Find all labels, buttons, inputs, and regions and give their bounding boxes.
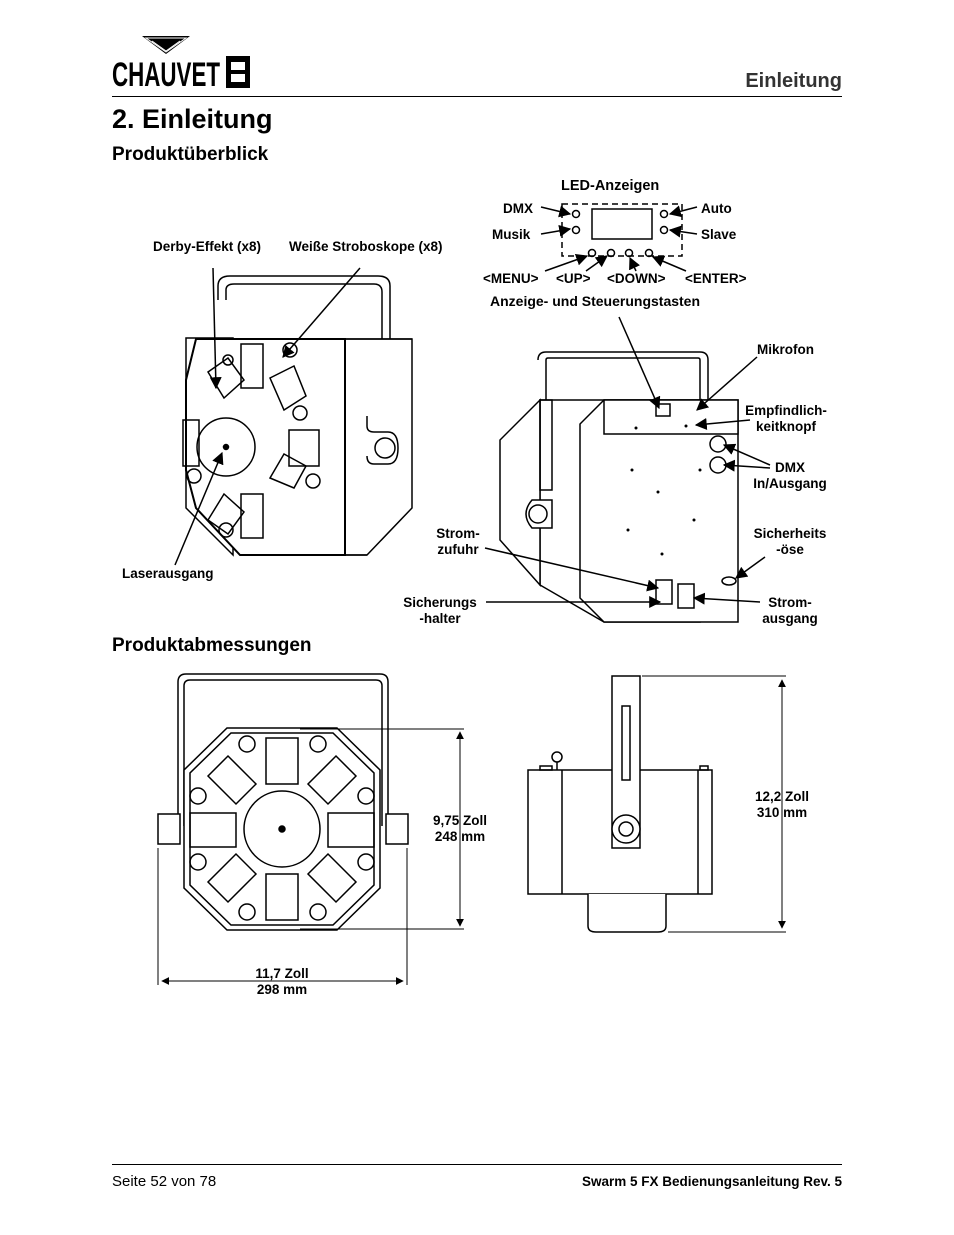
- label-power-input: [420, 526, 496, 558]
- label-sensitivity-line2: keitknopf: [755, 419, 816, 434]
- label-height-dimension: [418, 813, 502, 845]
- label-power-input-line2: zufuhr: [437, 542, 479, 557]
- control-panel: [562, 204, 682, 257]
- label-width-dimension: [240, 966, 324, 998]
- total-mm: 310 mm: [756, 805, 808, 820]
- label-sensitivity-line1: Empfindlich-: [745, 403, 827, 418]
- label-fuse-holder-line1: Sicherungs: [403, 595, 477, 610]
- footer-manual-title: Swarm 5 FX Bedienungsanleitung Rev. 5: [581, 1174, 842, 1189]
- label-power-input-line1: Strom-: [436, 526, 480, 541]
- label-laser-output: Laserausgang: [122, 566, 214, 581]
- label-power-output: [740, 595, 840, 627]
- label-display-controls: Anzeige- und Steuerungstasten: [490, 293, 701, 309]
- page-title: 2. Einleitung: [112, 104, 273, 134]
- label-up-button: <UP>: [556, 271, 591, 286]
- label-power-output-line2: ausgang: [762, 611, 818, 626]
- label-auto-led: Auto: [701, 201, 732, 216]
- label-dmx-io-line1: DMX: [775, 460, 805, 475]
- label-slave-led: Slave: [701, 227, 737, 242]
- label-sensitivity-knob: [736, 403, 836, 435]
- label-derby-effect: Derby-Effekt (x8): [153, 239, 262, 254]
- label-safety-loop-line2: -öse: [776, 542, 804, 557]
- rear-view-fixture: [500, 352, 738, 622]
- height-mm: 248 mm: [434, 829, 486, 844]
- dimension-front-view: [158, 674, 408, 930]
- label-power-output-line1: Strom-: [768, 595, 812, 610]
- label-enter-button: <ENTER>: [685, 271, 747, 286]
- label-dmx-io-line2: In/Ausgang: [753, 476, 827, 491]
- total-inch: 12,2 Zoll: [754, 789, 810, 804]
- dimension-side-view: [528, 676, 712, 932]
- width-inch: 11,7 Zoll: [255, 966, 309, 981]
- header-section-title: Einleitung: [745, 70, 842, 92]
- label-menu-button: <MENU>: [483, 271, 539, 286]
- height-inch: 9,75 Zoll: [432, 813, 488, 828]
- label-dmx-io: [740, 460, 840, 492]
- overview-heading: Produktüberblick: [112, 144, 269, 165]
- label-led-indicators: LED-Anzeigen: [561, 178, 660, 194]
- dimensions-heading: Produktabmessungen: [112, 635, 312, 656]
- label-safety-loop: [740, 526, 840, 558]
- label-dmx-led: DMX: [503, 201, 533, 216]
- label-down-button: <DOWN>: [607, 271, 666, 286]
- label-fuse-holder: [392, 595, 488, 627]
- label-total-height-dimension: [740, 789, 824, 821]
- label-microphone: Mikrofon: [757, 342, 814, 357]
- label-musik-led: Musik: [492, 227, 531, 242]
- front-view-fixture: [183, 276, 412, 555]
- footer-divider: [112, 1164, 842, 1165]
- label-white-strobes: Weiße Stroboskope (x8): [289, 239, 443, 254]
- svg-text:CHAUVET: CHAUVET: [112, 56, 221, 94]
- label-safety-loop-line1: Sicherheits: [753, 526, 827, 541]
- width-mm: 298 mm: [256, 982, 308, 997]
- footer-page-number: Seite 52 von 78: [112, 1173, 217, 1190]
- label-fuse-holder-line2: -halter: [419, 611, 461, 626]
